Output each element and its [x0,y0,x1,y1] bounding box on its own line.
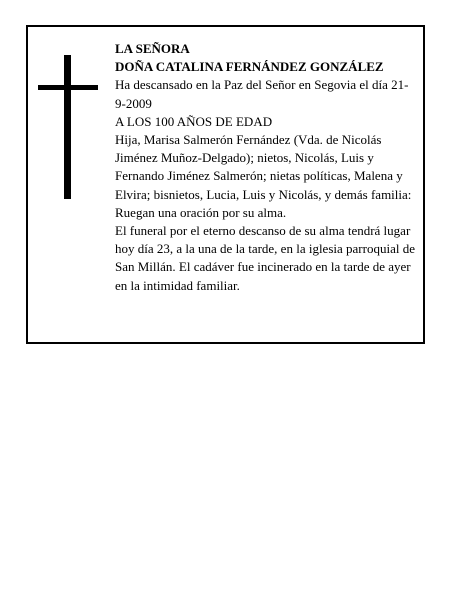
funeral-paragraph: El funeral por el eterno descanso de su alma tendrá lugar hoy día 23, a la una de la tarde, en la iglesia parroquial de San Millán. El cadáver fue incinerado en la tarde de ayer en la intimidad familiar. [115,223,415,293]
prayer-line: Ruegan una oración por su alma. [115,204,287,220]
cross-vertical-bar [64,55,71,199]
notice-title: LA SEÑORA [115,41,190,56]
family-paragraph: Hija, Marisa Salmerón Fernández (Vda. de Nicolás Jiménez Muñoz-Delgado); nietos, Nicolás, Luis y Fernando Jiménez Salmerón; nietas políticas, Malena y Elvira; bisnietos, Lucia, Luis y Nicolás, y demás familia: [115,132,412,202]
death-line: Ha descansado en la Paz del Señor en Segovia el día 21-9-2009 [115,77,409,111]
age-line: A LOS 100 AÑOS DE EDAD [115,113,273,129]
obituary-text [115,40,418,295]
cross-icon [38,55,98,199]
deceased-name: DOÑA CATALINA FERNÁNDEZ GONZÁLEZ [115,59,384,75]
cross-horizontal-bar [38,85,98,90]
obituary-notice [26,25,425,344]
